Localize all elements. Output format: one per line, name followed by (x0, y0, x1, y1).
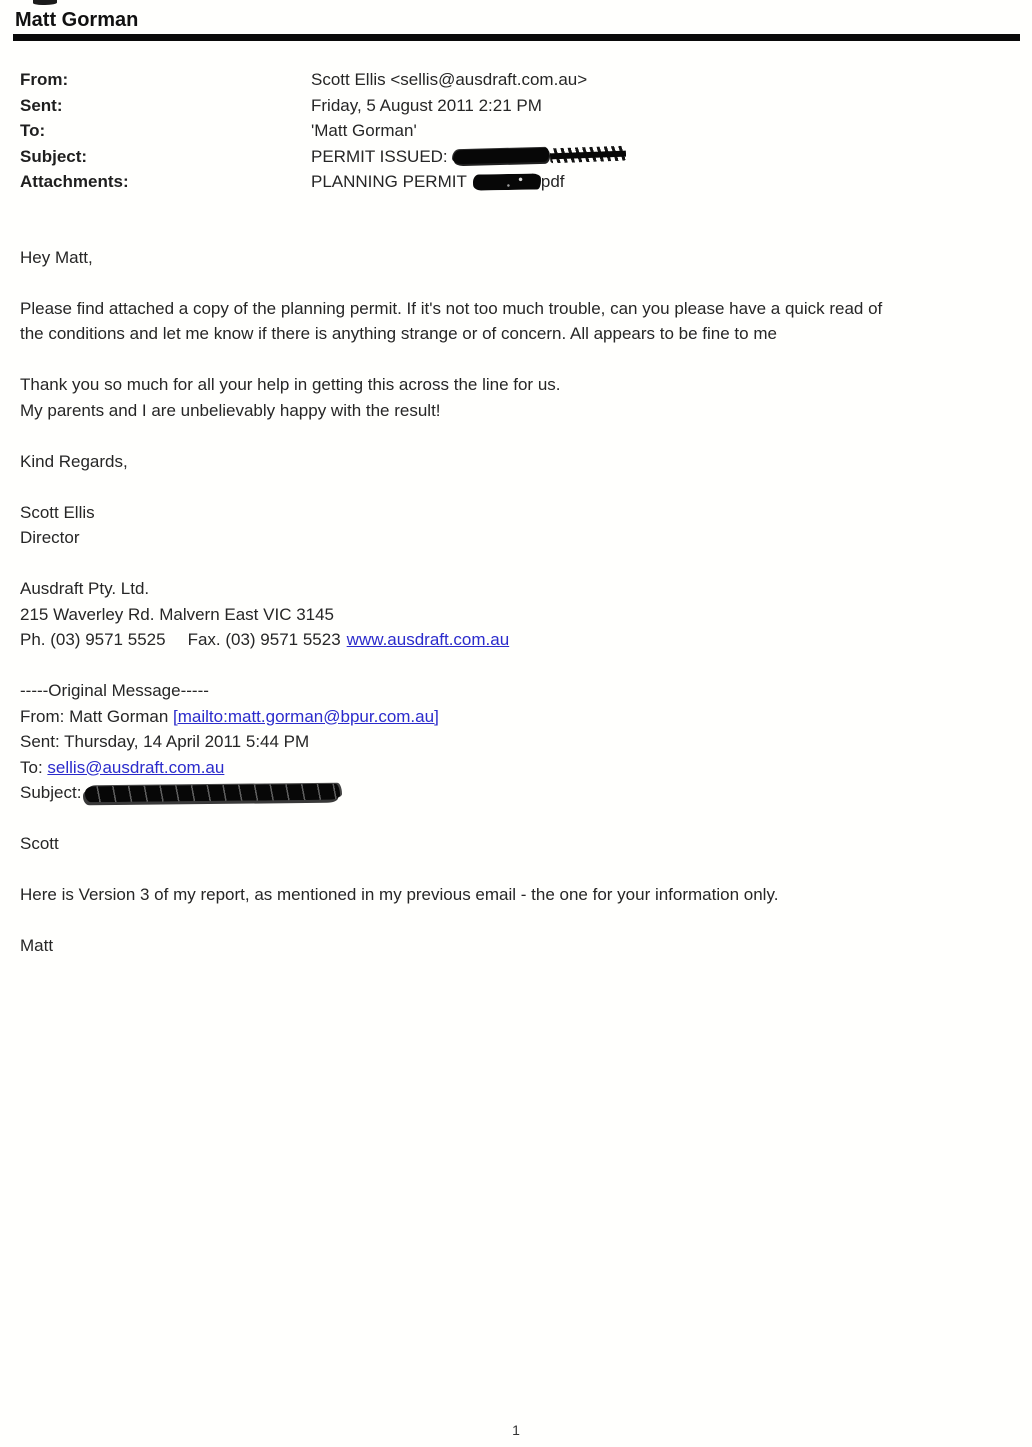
blank-line (20, 806, 1007, 832)
redaction-mark (452, 148, 548, 165)
sent-label: Sent: (20, 95, 63, 115)
attachment-extension-text: pdf (540, 172, 565, 191)
subject-value-text: PERMIT ISSUED: (311, 146, 448, 166)
closing-line: Kind Regards, (20, 451, 128, 471)
attachments-value (311, 169, 565, 195)
blank-line (20, 857, 1007, 883)
blank-line (20, 551, 1007, 577)
greeting-line: Hey Matt, (20, 247, 93, 267)
original-sent-line: Sent: Thursday, 14 April 2011 5:44 PM (20, 732, 310, 751)
from-label: From: (20, 70, 69, 89)
blank-line (20, 347, 1007, 373)
subject-label: Subject: (20, 146, 88, 166)
blank-line (20, 423, 1007, 449)
signature-fax: Fax. (03) 9571 5523 (187, 630, 341, 649)
field-row-to (20, 118, 1032, 144)
signature-contact-line (20, 627, 1007, 653)
signature-role: Director (20, 528, 80, 547)
field-row-subject (20, 144, 1032, 170)
to-value: 'Matt Gorman' (311, 121, 417, 140)
body-paragraph-line: the conditions and let me know if there is anything strange or of concern. All appears to be fine to me (20, 324, 777, 343)
blank-line (20, 908, 1007, 934)
reply-body-line: Here is Version 3 of my report, as mentioned in my previous email - the one for your information only. (20, 885, 779, 904)
header-divider (13, 34, 1020, 41)
email-address-link[interactable]: sellis@ausdraft.com.au (47, 757, 225, 777)
signature-company: Ausdraft Pty. Ltd. (20, 579, 150, 598)
page-number: 1 (512, 1422, 520, 1438)
original-to-text: To: (20, 757, 48, 777)
redaction-mark (473, 173, 541, 190)
reply-greeting: Scott (20, 834, 59, 853)
field-row-sent (20, 93, 1032, 119)
blank-line (20, 474, 1007, 500)
field-row-from (20, 67, 1032, 93)
body-paragraph-line: Thank you so much for all your help in getting this across the line for us. (20, 375, 561, 394)
original-from-line (20, 704, 1007, 730)
original-subject-text: Subject: (20, 783, 82, 802)
original-to-line (20, 755, 1007, 781)
mailto-link[interactable]: [mailto:matt.gorman@bpur.com.au] (173, 706, 439, 726)
scan-artifact (33, 0, 57, 5)
redaction-mark (549, 145, 625, 163)
original-subject-line (20, 780, 1007, 806)
signature-phone: Ph. (03) 9571 5525 (20, 630, 166, 649)
attachments-label: Attachments: (20, 172, 129, 191)
sent-value: Friday, 5 August 2011 2:21 PM (311, 95, 542, 115)
redaction-mark (85, 783, 340, 802)
body-paragraph-line: Please find attached a copy of the planning permit. If it's not too much trouble, can you please have a quick read of (20, 298, 883, 318)
website-link[interactable]: www.ausdraft.com.au (346, 630, 510, 649)
reply-signoff: Matt (20, 936, 54, 955)
email-header-fields (20, 67, 1032, 195)
to-label: To: (20, 121, 46, 140)
page-title: Matt Gorman (15, 9, 139, 31)
signature-address: 215 Waverley Rd. Malvern East VIC 3145 (20, 604, 335, 624)
signature-name: Scott Ellis (20, 502, 95, 522)
field-row-attachments (20, 169, 1032, 195)
email-body (20, 245, 1007, 959)
blank-line (20, 653, 1007, 679)
attachment-name-text: PLANNING PERMIT (311, 172, 467, 191)
original-from-text: From: Matt Gorman (20, 706, 174, 726)
from-value: Scott Ellis <sellis@ausdraft.com.au> (311, 70, 588, 89)
body-paragraph-line: My parents and I are unbelievably happy with the result! (20, 400, 441, 420)
blank-line (20, 270, 1007, 296)
subject-value (311, 144, 626, 170)
original-message-divider: -----Original Message----- (20, 681, 209, 700)
